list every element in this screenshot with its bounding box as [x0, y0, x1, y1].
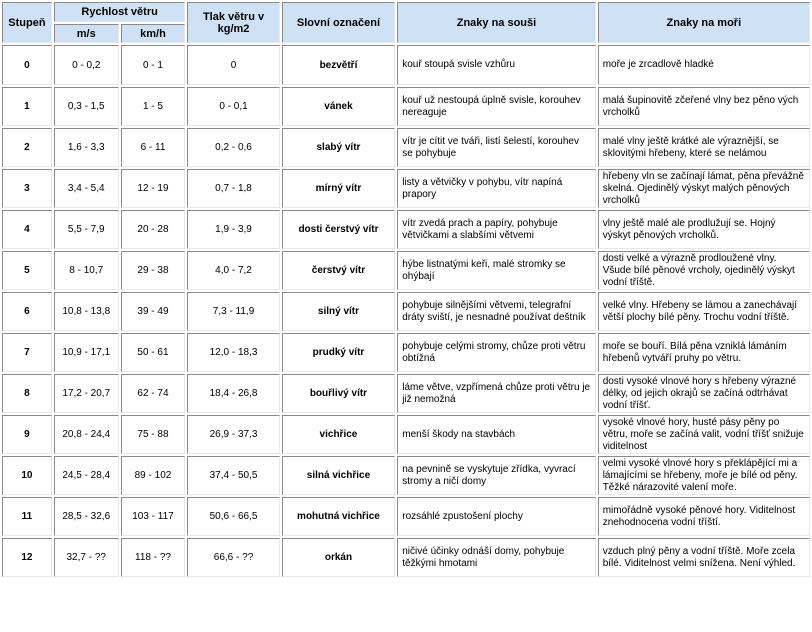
cell-mori: vlny ještě malé ale prodlužují se. Hojný výskyt pěnových vrcholků.	[598, 210, 810, 249]
cell-tlak: 0,7 - 1,8	[187, 169, 279, 208]
table-row	[2, 292, 810, 331]
cell-tlak: 18,4 - 26,8	[187, 374, 279, 413]
table-row	[2, 497, 810, 536]
cell-nazev: bezvětří	[282, 45, 396, 85]
cell-tlak: 50,6 - 66,5	[187, 497, 279, 536]
cell-stupen: 1	[2, 87, 52, 126]
cell-sousi: láme větve, vzpřímená chůze proti větru je již nemožná	[397, 374, 595, 413]
cell-kmh: 0 - 1	[121, 45, 186, 85]
cell-ms: 3,4 - 5,4	[54, 169, 119, 208]
cell-ms: 8 - 10,7	[54, 251, 119, 290]
cell-stupen: 11	[2, 497, 52, 536]
cell-tlak: 7,3 - 11,9	[187, 292, 279, 331]
cell-sousi: na pevnině se vyskytuje zřídka, vyvrací stromy a ničí domy	[397, 456, 595, 495]
cell-sousi: hýbe listnatými keři, malé stromky se ohýbají	[397, 251, 595, 290]
cell-stupen: 4	[2, 210, 52, 249]
table-row	[2, 87, 810, 126]
cell-kmh: 39 - 49	[121, 292, 186, 331]
cell-mori: vysoké vlnové hory, husté pásy pěny po větru, moře se začíná valit, vodní tříšť snižuje viditelnost	[598, 415, 810, 454]
cell-nazev: slabý vítr	[282, 128, 396, 167]
table-row	[2, 538, 810, 577]
cell-tlak: 0,2 - 0,6	[187, 128, 279, 167]
cell-sousi: kouř stoupá svisle vzhůru	[397, 45, 595, 85]
cell-mori: mimořádně vysoké pěnové hory. Viditelnost znehodnocena vodní tříští.	[598, 497, 810, 536]
cell-tlak: 0 - 0,1	[187, 87, 279, 126]
cell-tlak: 37,4 - 50,5	[187, 456, 279, 495]
table-row	[2, 128, 810, 167]
cell-kmh: 6 - 11	[121, 128, 186, 167]
cell-kmh: 62 - 74	[121, 374, 186, 413]
cell-kmh: 20 - 28	[121, 210, 186, 249]
cell-ms: 10,9 - 17,1	[54, 333, 119, 372]
cell-kmh: 75 - 88	[121, 415, 186, 454]
cell-tlak: 12,0 - 18,3	[187, 333, 279, 372]
cell-sousi: pohybuje silnějšími větvemi, telegrafní dráty sviští, je nesnadné používat deštník	[397, 292, 595, 331]
cell-sousi: ničivé účinky odnáší domy, pohybuje těžkými hmotami	[397, 538, 595, 577]
cell-nazev: čerstvý vítr	[282, 251, 396, 290]
cell-stupen: 8	[2, 374, 52, 413]
header-mori: Znaky na moři	[598, 2, 810, 43]
table-row	[2, 333, 810, 372]
cell-mori: malé vlny ještě krátké ale výraznější, se sklovitými hřebeny, které se nelámou	[598, 128, 810, 167]
cell-nazev: dosti čerstvý vítr	[282, 210, 396, 249]
header-stupen: Stupeň	[2, 2, 52, 43]
cell-stupen: 0	[2, 45, 52, 85]
cell-nazev: mírný vítr	[282, 169, 396, 208]
cell-stupen: 12	[2, 538, 52, 577]
cell-ms: 10,8 - 13,8	[54, 292, 119, 331]
cell-ms: 17,2 - 20,7	[54, 374, 119, 413]
cell-nazev: vánek	[282, 87, 396, 126]
cell-tlak: 26,9 - 37,3	[187, 415, 279, 454]
cell-kmh: 103 - 117	[121, 497, 186, 536]
table-row	[2, 456, 810, 495]
table-row	[2, 415, 810, 454]
cell-stupen: 10	[2, 456, 52, 495]
cell-nazev: silná vichřice	[282, 456, 396, 495]
cell-ms: 0 - 0,2	[54, 45, 119, 85]
cell-sousi: rozsáhlé zpustošení plochy	[397, 497, 595, 536]
cell-sousi: vítr zvedá prach a papíry, pohybuje větvičkami a slabšími větvemi	[397, 210, 595, 249]
cell-ms: 32,7 - ??	[54, 538, 119, 577]
header-kmh: km/h	[121, 24, 186, 43]
cell-mori: moře se bouří. Bílá pěna vzniklá lámáním hřebenů vytváří pruhy po větru.	[598, 333, 810, 372]
table-row	[2, 210, 810, 249]
cell-ms: 24,5 - 28,4	[54, 456, 119, 495]
cell-kmh: 29 - 38	[121, 251, 186, 290]
cell-nazev: prudký vítr	[282, 333, 396, 372]
cell-tlak: 0	[187, 45, 279, 85]
cell-sousi: listy a větvičky v pohybu, vítr napíná prapory	[397, 169, 595, 208]
header-sousi: Znaky na souši	[397, 2, 595, 43]
cell-kmh: 50 - 61	[121, 333, 186, 372]
cell-mori: dosti velké a výrazně prodloužené vlny. Všude bílé pěnové vrcholy, ojedinělý výskyt vodní tříště.	[598, 251, 810, 290]
cell-kmh: 118 - ??	[121, 538, 186, 577]
cell-kmh: 12 - 19	[121, 169, 186, 208]
cell-ms: 1,6 - 3,3	[54, 128, 119, 167]
cell-nazev: mohutná vichřice	[282, 497, 396, 536]
table-row	[2, 45, 810, 85]
header-rychlost: Rychlost větru	[54, 2, 185, 22]
header-slovni: Slovní označení	[282, 2, 396, 43]
cell-mori: hřebeny vln se začínají lámat, pěna převážně skelná. Ojedinělý výskyt malých pěnových vrcholků	[598, 169, 810, 208]
table-row	[2, 374, 810, 413]
cell-sousi: vítr je cítit ve tváři, listí šelestí, korouhev se pohybuje	[397, 128, 595, 167]
cell-stupen: 6	[2, 292, 52, 331]
cell-stupen: 5	[2, 251, 52, 290]
cell-stupen: 2	[2, 128, 52, 167]
cell-nazev: vichřice	[282, 415, 396, 454]
cell-nazev: orkán	[282, 538, 396, 577]
table-row	[2, 169, 810, 208]
header-ms: m/s	[54, 24, 119, 43]
header-tlak: Tlak větru v kg/m2	[187, 2, 279, 43]
table-row	[2, 251, 810, 290]
cell-mori: moře je zrcadlově hladké	[598, 45, 810, 85]
cell-tlak: 66,6 - ??	[187, 538, 279, 577]
cell-tlak: 4,0 - 7,2	[187, 251, 279, 290]
cell-ms: 0,3 - 1,5	[54, 87, 119, 126]
cell-kmh: 1 - 5	[121, 87, 186, 126]
cell-mori: dosti vysoké vlnové hory s hřebeny výrazné délky, od jejich okrajů se začíná odtrhávat vodní tříšť.	[598, 374, 810, 413]
cell-mori: vzduch plný pěny a vodní tříště. Moře zcela bílé. Viditelnost velmi snížena. Není výhled.	[598, 538, 810, 577]
cell-mori: velké vlny. Hřebeny se lámou a zanechávají větší plochy bílé pěny. Trochu vodní tříště.	[598, 292, 810, 331]
cell-nazev: bouřlivý vítr	[282, 374, 396, 413]
cell-ms: 28,5 - 32,6	[54, 497, 119, 536]
cell-sousi: pohybuje celými stromy, chůze proti větru obtížná	[397, 333, 595, 372]
cell-stupen: 3	[2, 169, 52, 208]
cell-sousi: menší škody na stavbách	[397, 415, 595, 454]
cell-stupen: 7	[2, 333, 52, 372]
cell-mori: malá šupinovitě zčeřené vlny bez pěno vých vrcholků	[598, 87, 810, 126]
cell-nazev: silný vítr	[282, 292, 396, 331]
cell-ms: 5,5 - 7,9	[54, 210, 119, 249]
cell-stupen: 9	[2, 415, 52, 454]
cell-ms: 20,8 - 24,4	[54, 415, 119, 454]
cell-mori: velmi vysoké vlnové hory s překlápějící mi a lámajícími se hřebeny, moře je bílé od pěny. Těžké nárazovité valení moře.	[598, 456, 810, 495]
cell-tlak: 1,9 - 3,9	[187, 210, 279, 249]
cell-sousi: kouř už nestoupá úplně svisle, korouhev nereaguje	[397, 87, 595, 126]
cell-kmh: 89 - 102	[121, 456, 186, 495]
